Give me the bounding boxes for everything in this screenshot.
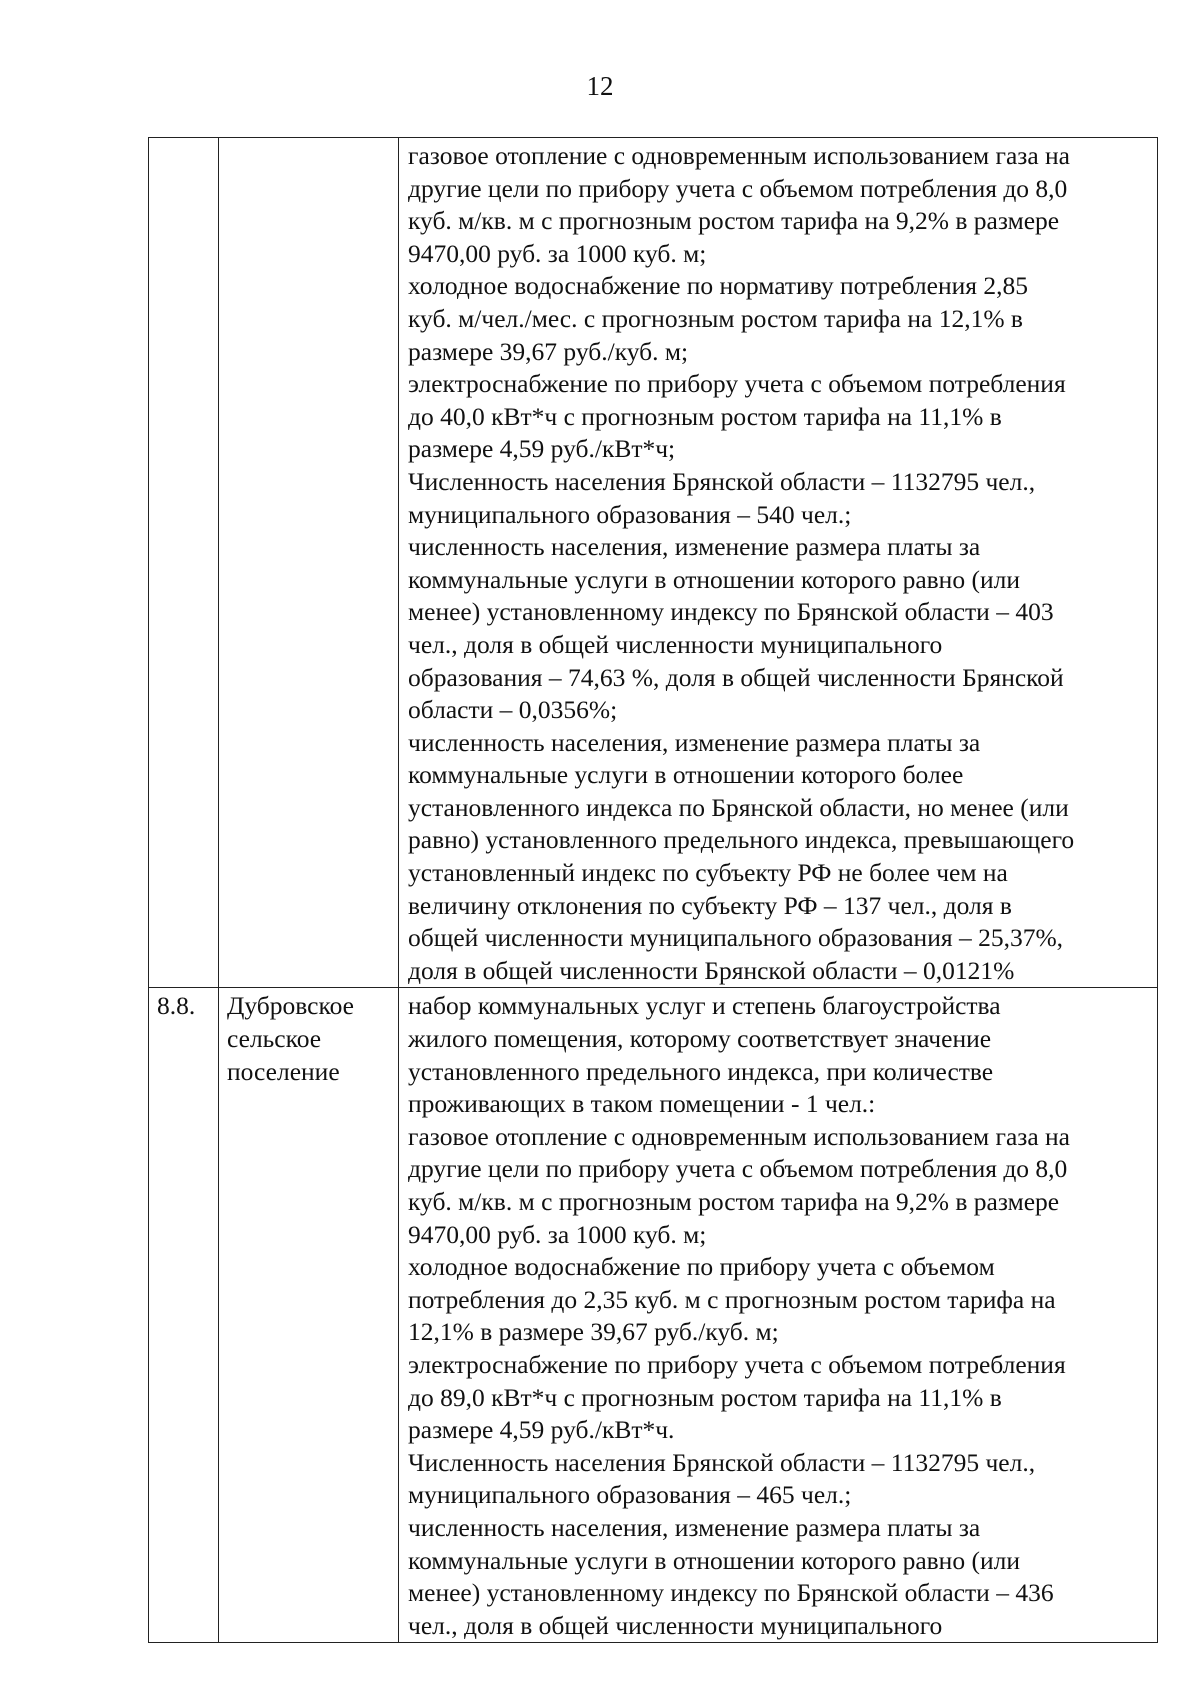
description-line: численность населения, изменение размера платы за [408, 532, 981, 562]
description-cell [399, 138, 1158, 988]
description-line: коммунальные услуги в отношении которого равно (или [408, 564, 1020, 594]
page-number: 12 [586, 71, 614, 101]
description-line: чел., доля в общей численности муниципального [408, 629, 943, 659]
description-line: установленный индекс по субъекту РФ не более чем на [408, 858, 1008, 888]
description-line: размере 39,67 руб./куб. м; [408, 336, 689, 366]
description-line: установленного индекса по Брянской области, но менее (или [408, 792, 1069, 822]
description-cell [399, 988, 1158, 1643]
description-line: другие цели по прибору учета с объемом потребления до 8,0 [408, 173, 1068, 203]
row-number-cell [149, 988, 219, 1643]
row-number [149, 138, 218, 140]
description-line: до 40,0 кВт*ч с прогнозным ростом тарифа на 11,1% в [408, 401, 1002, 431]
description-line: проживающих в таком помещении - 1 чел.: [408, 1089, 876, 1119]
row-number-cell [149, 138, 219, 988]
description-line: области – 0,0356%; [408, 695, 618, 725]
description-line: коммунальные услуги в отношении которого равно (или [408, 1545, 1020, 1575]
description-line: численность населения, изменение размера платы за [408, 1512, 981, 1542]
description-line: муниципального образования – 465 чел.; [408, 1480, 852, 1510]
municipality-name-cell [219, 988, 399, 1643]
description-line: установленного предельного индекса, при количестве [408, 1056, 994, 1086]
municipality-name-line: Дубровское [227, 991, 354, 1021]
document-table [148, 137, 1158, 1643]
description-line: равно) установленного предельного индекса, превышающего [408, 825, 1075, 855]
description-line: 12,1% в размере 39,67 руб./куб. м; [408, 1317, 779, 1347]
description-line: электроснабжение по прибору учета с объемом потребления [408, 369, 1066, 399]
description-line: куб. м/чел./мес. с прогнозным ростом тарифа на 12,1% в [408, 303, 1023, 333]
description-line: набор коммунальных услуг и степень благоустройства [408, 991, 1001, 1021]
description-line: размере 4,59 руб./кВт*ч. [408, 1415, 675, 1445]
description-line: холодное водоснабжение по прибору учета с объемом [408, 1252, 995, 1282]
description-line: менее) установленному индексу по Брянской области – 436 [408, 1578, 1054, 1608]
description-line: муниципального образования – 540 чел.; [408, 499, 852, 529]
description-line: чел., доля в общей численности муниципального [408, 1610, 943, 1640]
description-line: жилого помещения, которому соответствует значение [408, 1024, 992, 1054]
description-line: Численность населения Брянской области – 1132795 чел., [408, 1447, 1036, 1477]
table-row [149, 138, 1158, 988]
description-line: коммунальные услуги в отношении которого более [408, 760, 964, 790]
description-line: численность населения, изменение размера платы за [408, 727, 981, 757]
description-line: газовое отопление с одновременным использованием газа на [408, 141, 1071, 170]
description-line: до 89,0 кВт*ч с прогнозным ростом тарифа на 11,1% в [408, 1382, 1002, 1412]
description-line: образования – 74,63 %, доля в общей численности Брянской [408, 662, 1064, 692]
description-line: газовое отопление с одновременным использованием газа на [408, 1121, 1071, 1151]
description-line: общей численности муниципального образования – 25,37%, [408, 923, 1064, 953]
description-line: величину отклонения по субъекту РФ – 137 чел., доля в [408, 890, 1012, 920]
description-line: холодное водоснабжение по нормативу потребления 2,85 [408, 271, 1028, 301]
description-line: доля в общей численности Брянской области – 0,0121% [408, 955, 1015, 985]
municipality-name-line: поселение [227, 1056, 340, 1086]
description-line: куб. м/кв. м с прогнозным ростом тарифа на 9,2% в размере [408, 206, 1060, 236]
description-line: Численность населения Брянской области – 1132795 чел., [408, 466, 1036, 496]
description-line: куб. м/кв. м с прогнозным ростом тарифа на 9,2% в размере [408, 1187, 1060, 1216]
table-row [149, 988, 1158, 1643]
row-number: 8.8. [157, 991, 196, 1021]
description-line: электроснабжение по прибору учета с объемом потребления [408, 1349, 1066, 1379]
description-line: другие цели по прибору учета с объемом потребления до 8,0 [408, 1154, 1068, 1184]
municipality-name-line: сельское [227, 1024, 322, 1054]
description-line: менее) установленному индексу по Брянской области – 403 [408, 597, 1054, 627]
description-line: размере 4,59 руб./кВт*ч; [408, 434, 676, 464]
description-line: потребления до 2,35 куб. м с прогнозным ростом тарифа на [408, 1284, 1056, 1314]
municipality-name-cell [219, 138, 399, 988]
description-line: 9470,00 руб. за 1000 куб. м; [408, 238, 707, 268]
description-line: 9470,00 руб. за 1000 куб. м; [408, 1219, 707, 1249]
